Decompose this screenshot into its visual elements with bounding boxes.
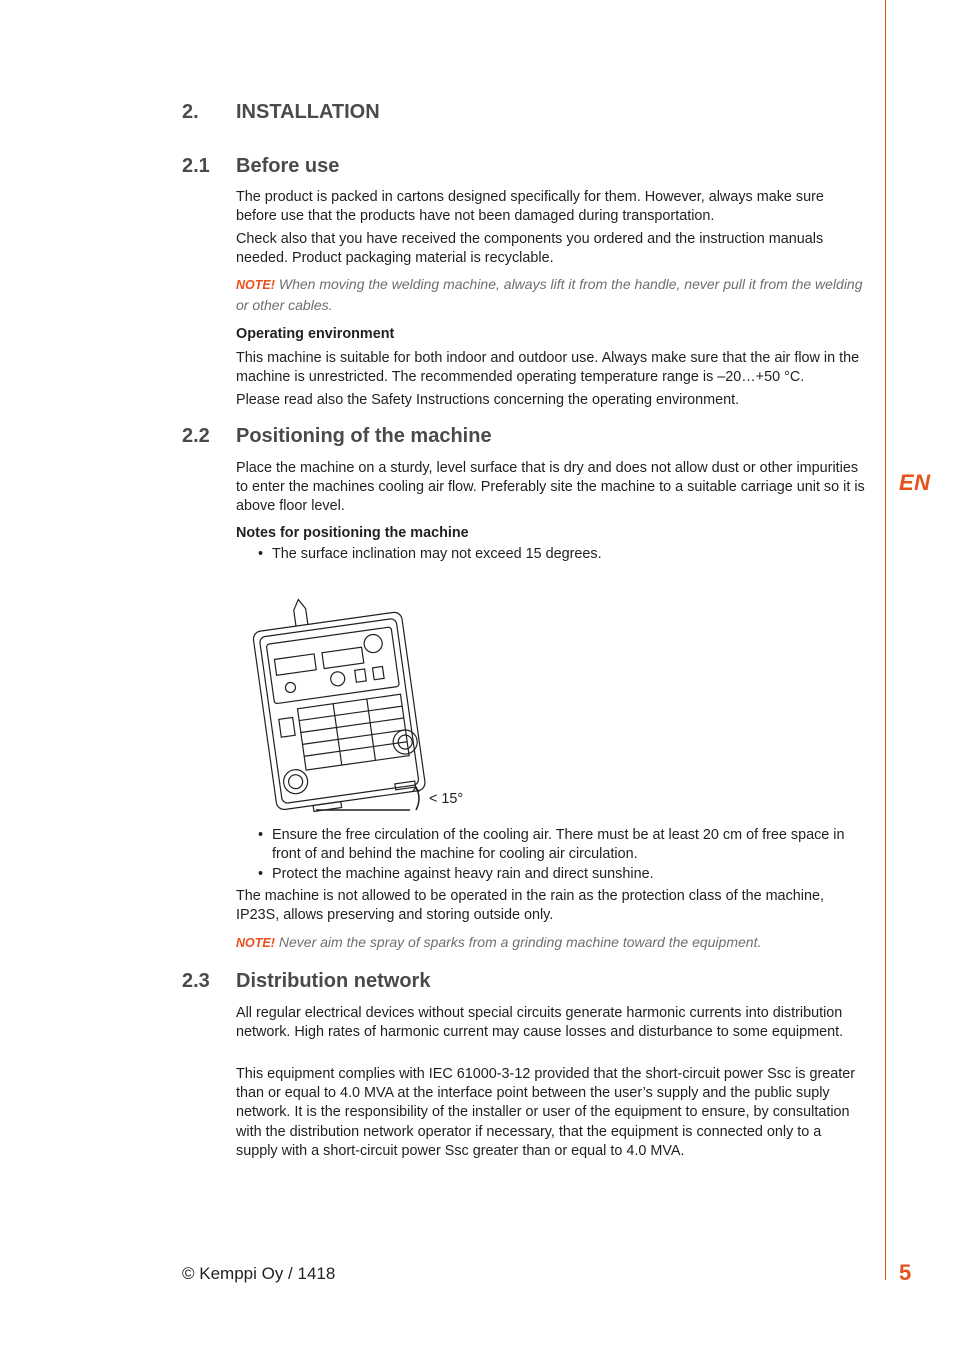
note-tag: NOTE!: [236, 278, 275, 292]
subheading-notes-positioning: Notes for positioning the machine: [236, 525, 469, 541]
paragraph: This equipment complies with IEC 61000-3-12 provided that the short-circuit power Ssc is greater than or equal to 4.0 MVA at the interface point between the user’s supply and the public suply network. It is the responsibility of the installer or user of the equipment to ensure, by consultation with the distribution network operator if necessary, that the equipment is connected only to a supply with a short-circuit power Ssc greater than or equal to 4.0 MVA.: [236, 1066, 856, 1159]
paragraph: Check also that you have received the components you ordered and the instruction manuals needed. Product packaging material is recyclable.: [236, 231, 824, 267]
note: NOTE! Never aim the spray of sparks from a grinding machine toward the equipment.: [236, 934, 762, 950]
paragraph: The machine is not allowed to be operated in the rain as the protection class of the machine, IP23S, allows preserving and storing outside only.: [236, 888, 824, 924]
chapter-heading: 2. INSTALLATION: [182, 101, 380, 123]
paragraph: The product is packed in cartons designed specifically for them. However, always make sure before use that the products have not been damaged during transportation.: [236, 189, 824, 225]
paragraph: All regular electrical devices without special circuits generate harmonic currents into distribution network. High rates of harmonic current may cause losses and disturbance to some equipment.: [236, 1005, 844, 1041]
angle-label: < 15°: [429, 791, 464, 807]
paragraph: Please read also the Safety Instructions concerning the operating environment.: [236, 392, 740, 408]
paragraph: Place the machine on a sturdy, level surface that is dry and does not allow dust or other impurities to enter the machines cooling air flow. Preferably site the machine to a suitable carriage unit so it is above floor level.: [236, 460, 865, 515]
language-tab: EN: [899, 470, 931, 495]
list-item: • Protect the machine against heavy rain and direct sunshine.: [258, 866, 654, 882]
footer-copyright: © Kemppi Oy / 1418: [182, 1264, 336, 1283]
list-item: • The surface inclination may not exceed 15 degrees.: [258, 546, 602, 562]
note: NOTE! When moving the welding machine, always lift it from the handle, never pull it from the welding or other cables.: [236, 276, 863, 313]
machine-inclination-illustration: [250, 588, 480, 818]
section-heading-distribution-network: 2.3 Distribution network: [182, 970, 431, 992]
section-heading-before-use: 2.1 Before use: [182, 155, 340, 177]
section-heading-positioning: 2.2 Positioning of the machine: [182, 425, 492, 447]
paragraph: This machine is suitable for both indoor and outdoor use. Always make sure that the air flow in the machine is unrestricted. The recommended operating temperature range is –20…+50 °C.: [236, 350, 860, 386]
subheading-operating-environment: Operating environment: [236, 326, 395, 342]
list-item: • Ensure the free circulation of the cooling air. There must be at least 20 cm of free space in front of and behind the machine for cooling air circulation.: [258, 827, 845, 863]
margin-rule: [885, 0, 886, 1280]
note-tag: NOTE!: [236, 936, 275, 950]
page-number: 5: [899, 1260, 912, 1285]
